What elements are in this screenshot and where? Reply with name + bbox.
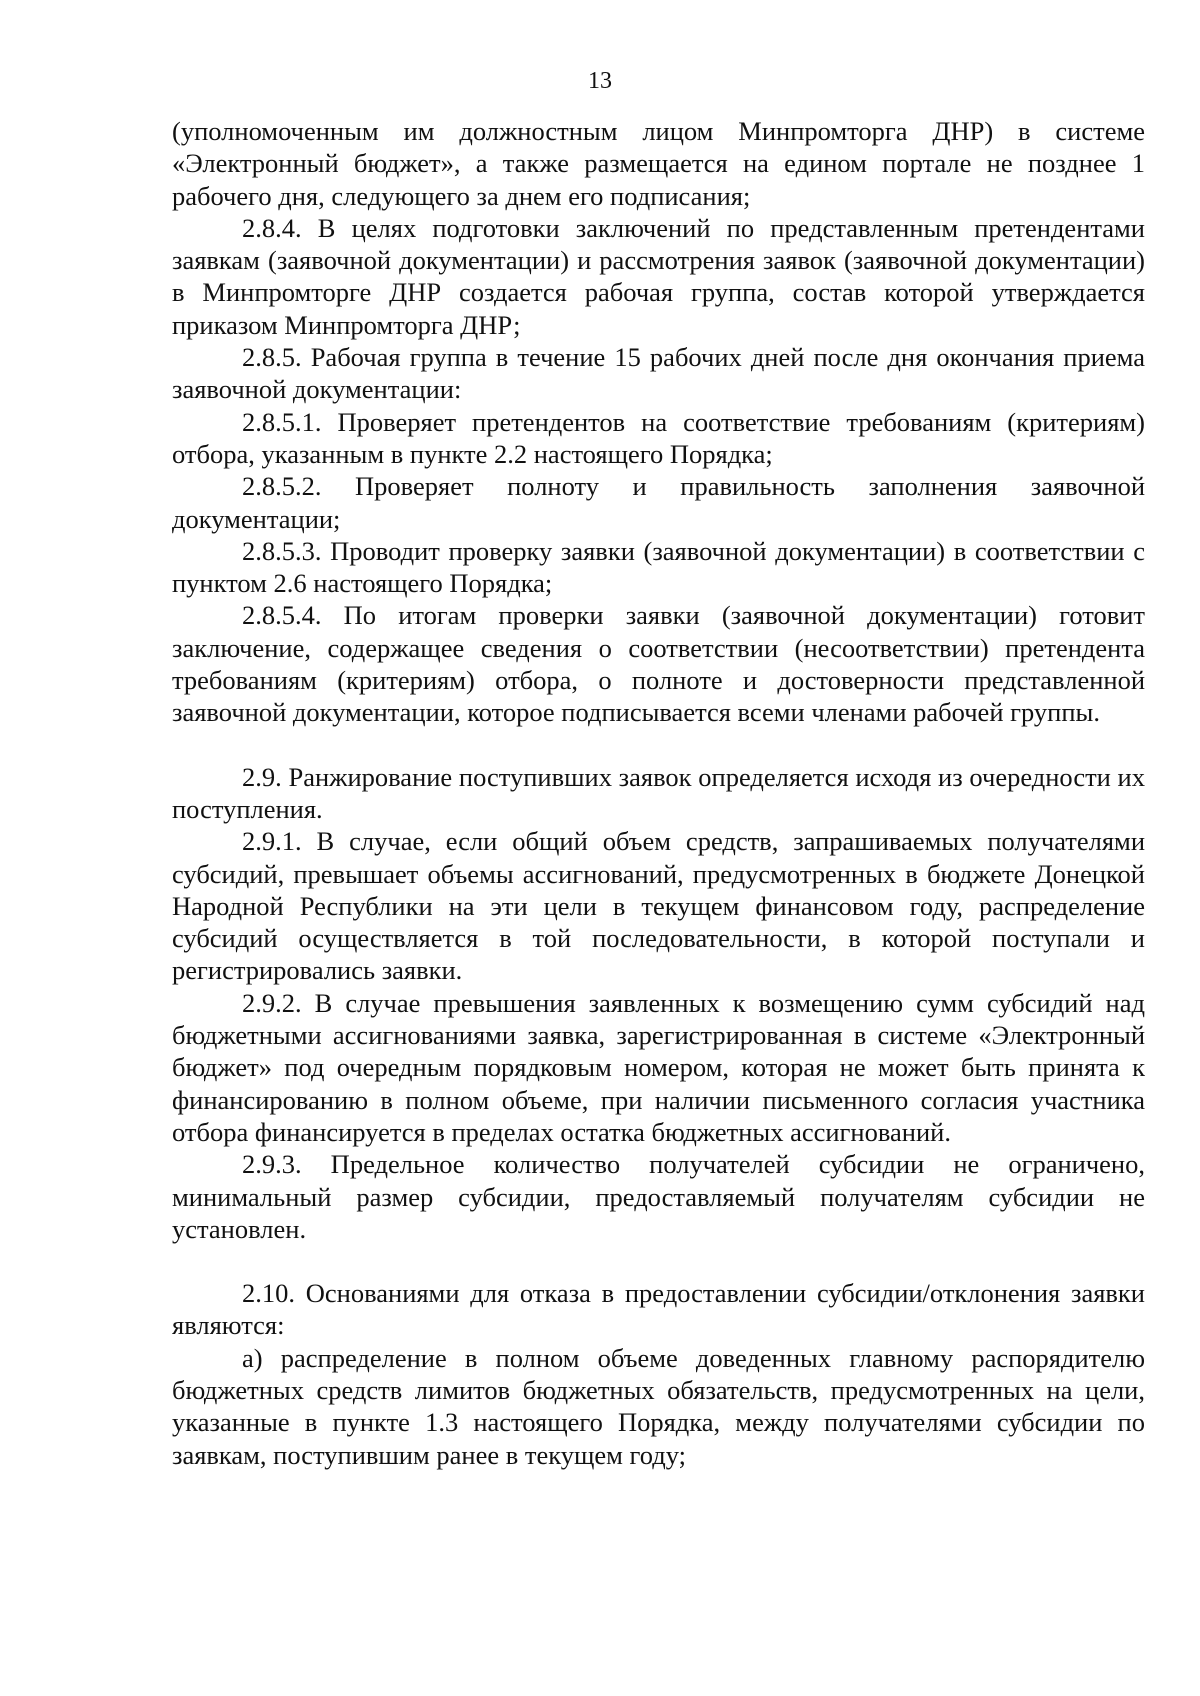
- paragraph-continuation: (уполномоченным им должностным лицом Минпромторга ДНР) в системе «Электронный бюджет», а также размещается на едином портале не позднее 1 рабочего дня, следующего за днем его подписания;: [172, 116, 1145, 211]
- paragraph-2-8-5-3: 2.8.5.3. Проводит проверку заявки (заявочной документации) в соответствии с пунктом 2.6 настоящего Порядка;: [172, 535, 1145, 599]
- section-gap: [172, 1245, 1145, 1277]
- document-body: [172, 115, 1145, 1471]
- paragraph-2-9-1: 2.9.1. В случае, если общий объем средств, запрашиваемых получателями субсидий, превышает объемы ассигнований, предусмотренных в бюджете Донецкой Народной Республики на эти цели в текущем финансовом году, распределение субсидий осуществляется в той последовательности, в которой поступали и регистрировались заявки.: [172, 826, 1145, 986]
- paragraph-2-8-4: 2.8.4. В целях подготовки заключений по представленным претендентами заявкам (заявочной документации) и рассмотрения заявок (заявочной документации) в Минпромторге ДНР создается рабочая группа, состав которой утверждается приказом Минпромторга ДНР;: [172, 212, 1145, 340]
- section-gap: [172, 729, 1145, 761]
- paragraph-2-9-3: 2.9.3. Предельное количество получателей субсидии не ограничено, минимальный размер субсидии, предоставляемый получателям субсидии не установлен.: [172, 1149, 1145, 1244]
- paragraph-2-9: 2.9. Ранжирование поступивших заявок определяется исходя из очередности их поступления.: [172, 761, 1145, 824]
- paragraph-2-8-5-4: 2.8.5.4. По итогам проверки заявки (заявочной документации) готовит заключение, содержащее сведения о соответствии (несоответствии) претендента требованиям (критериям) отбора, о полноте и достоверности представленной заявочной документации, которое подписывается всеми членами рабочей группы.: [172, 600, 1145, 728]
- paragraph-2-9-2: 2.9.2. В случае превышения заявленных к возмещению сумм субсидий над бюджетными ассигнованиями заявка, зарегистрированная в системе «Электронный бюджет» под очередным порядковым номером, которая не может быть принята к финансированию в полном объеме, при наличии письменного согласия участника отбора финансируется в пределах остатка бюджетных ассигнований.: [172, 987, 1145, 1147]
- paragraph-2-10: 2.10. Основаниями для отказа в предоставлении субсидии/отклонения заявки являются:: [172, 1278, 1145, 1341]
- paragraph-2-10-a: а) распределение в полном объеме доведенных главному распорядителю бюджетных средств лимитов бюджетных обязательств, предусмотренных на цели, указанные в пункте 1.3 настоящего Порядка, между получателями субсидии по заявкам, поступившим ранее в текущем году;: [172, 1342, 1145, 1470]
- paragraph-2-8-5-2: 2.8.5.2. Проверяет полноту и правильность заполнения заявочной документации;: [172, 471, 1145, 534]
- page-number: 13: [588, 68, 612, 94]
- paragraph-2-8-5-1: 2.8.5.1. Проверяет претендентов на соответствие требованиям (критериям) отбора, указанным в пункте 2.2 настоящего Порядка;: [172, 406, 1145, 469]
- paragraph-2-8-5: 2.8.5. Рабочая группа в течение 15 рабочих дней после дня окончания приема заявочной документации:: [172, 342, 1145, 405]
